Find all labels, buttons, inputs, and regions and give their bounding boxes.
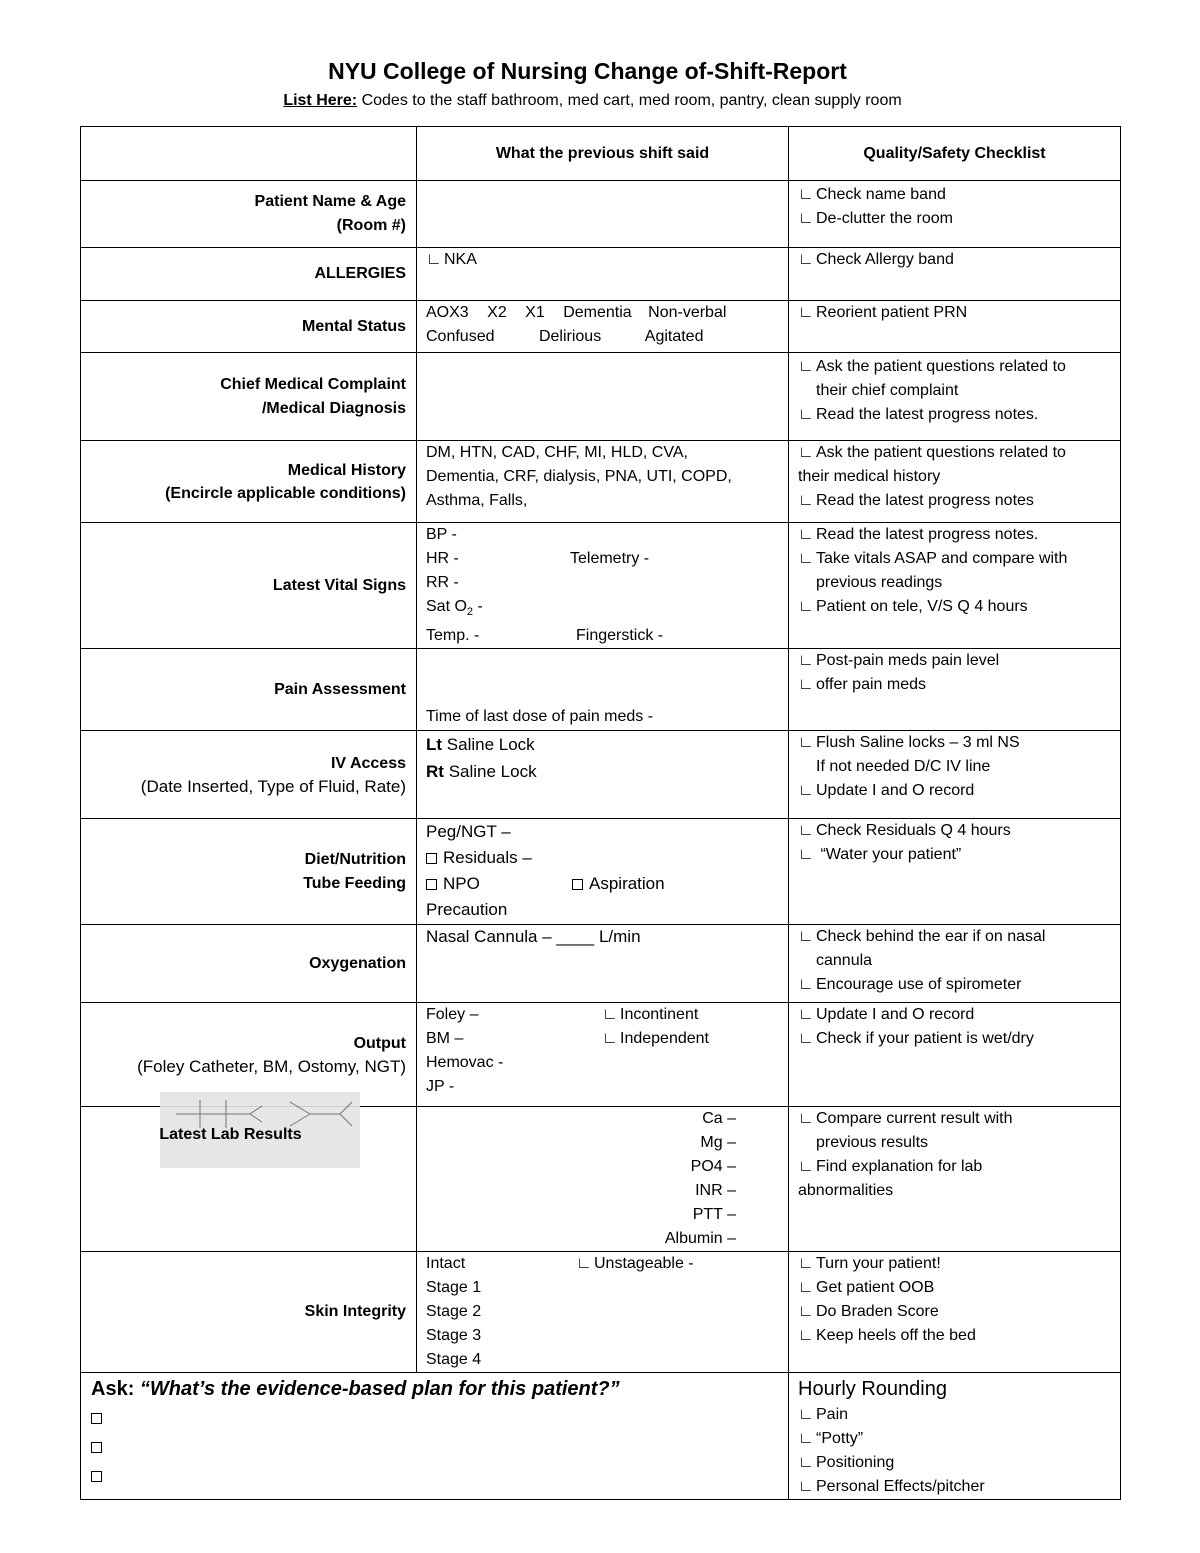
plan-question-text: “What’s the evidence-based plan for this patient?”: [139, 1378, 620, 1401]
plan-item[interactable]: [91, 1433, 788, 1462]
check-glyph-icon: ∟: [798, 782, 814, 800]
check-glyph-icon: ∟: [798, 406, 814, 423]
temp-line: [426, 624, 788, 648]
plan-item[interactable]: [91, 1462, 788, 1491]
oxygenation-label: Oxygenation: [81, 925, 417, 1003]
telemetry-field[interactable]: Telemetry -: [570, 550, 650, 567]
history-label-text: Medical History: [287, 461, 406, 479]
checklist-item[interactable]: ∟ Check if your patient is wet/dry: [798, 1027, 1120, 1051]
hourly-rounding-title: Hourly Rounding: [798, 1378, 947, 1401]
incontinent-option[interactable]: ∟ Incontinent: [602, 1006, 698, 1023]
checklist-item[interactable]: ∟ Read the latest progress notes: [798, 489, 1120, 513]
patient-label: [81, 181, 417, 248]
diet-cell[interactable]: [417, 819, 789, 925]
vital-signs-label: Latest Vital Signs: [81, 523, 417, 649]
patient-label-line1: Patient Name & Age: [254, 193, 406, 210]
check-glyph-icon: ∟: [798, 676, 814, 694]
lab-field-albumin[interactable]: Albumin –: [664, 1230, 736, 1248]
mental-option[interactable]: AOX3: [426, 304, 469, 321]
checklist-item[interactable]: ∟ Personal Effects/pitcher: [798, 1475, 1120, 1499]
checklist-item[interactable]: ∟ Read the latest progress notes.: [798, 403, 1120, 427]
checklist-item[interactable]: ∟ offer pain meds: [798, 673, 1120, 697]
checkbox-icon[interactable]: [91, 1413, 102, 1424]
page-title: NYU College of Nursing Change of-Shift-Report: [328, 58, 847, 84]
medical-history-cell[interactable]: [417, 441, 789, 523]
allergies-label: ALLERGIES: [81, 248, 417, 301]
check-glyph-icon: ∟: [798, 1454, 814, 1472]
hr-line: [426, 547, 788, 571]
checklist-item[interactable]: ∟ Get patient OOB: [798, 1276, 1120, 1300]
mental-option[interactable]: Agitated: [644, 328, 704, 345]
jp-field[interactable]: JP -: [426, 1078, 455, 1096]
plan-cell[interactable]: [81, 1373, 789, 1500]
checklist-item[interactable]: ∟ Take vitals ASAP and compare with: [798, 547, 1120, 571]
check-glyph-icon: ∟: [798, 210, 814, 227]
aspiration-option[interactable]: Aspiration: [572, 874, 665, 893]
check-glyph-icon: ∟: [798, 1430, 814, 1448]
rt-saline-lock[interactable]: Rt Saline Lock: [426, 762, 537, 782]
chief-label-line2: /Medical Diagnosis: [261, 399, 406, 417]
check-glyph-icon: ∟: [798, 1327, 814, 1345]
output-label-text: Output: [353, 1034, 406, 1052]
checklist-item[interactable]: ∟ “Potty”: [798, 1427, 1120, 1451]
check-glyph-icon: ∟: [798, 186, 814, 203]
checkbox-icon[interactable]: [572, 879, 583, 890]
checklist-item-continuation: cannula: [816, 952, 873, 970]
check-glyph-icon: ∟: [426, 251, 442, 268]
lab-results-cell[interactable]: [417, 1107, 789, 1252]
intact-option[interactable]: Intact: [426, 1255, 466, 1273]
mental-cell: [417, 301, 789, 353]
patient-checklist: [789, 181, 1121, 248]
check-glyph-icon: ∟: [798, 1279, 814, 1297]
oxygenation-row: [81, 925, 1121, 1003]
stage-option[interactable]: Stage 2: [426, 1303, 482, 1321]
mental-option[interactable]: Non-verbal: [648, 304, 727, 321]
checklist-item[interactable]: ∟ Flush Saline locks – 3 ml NS: [798, 731, 1120, 755]
check-glyph-icon: ∟: [798, 734, 814, 752]
lab-results-checklist: [789, 1107, 1121, 1252]
pain-cell[interactable]: [417, 649, 789, 731]
mental-option[interactable]: X2: [487, 304, 507, 321]
report-table: [80, 126, 1121, 1500]
mental-row: [81, 301, 1121, 353]
codes-line: [0, 92, 1185, 110]
checklist-item-continuation: their medical history: [798, 468, 941, 485]
checklist-item[interactable]: ∟ Update I and O record: [798, 779, 1120, 803]
hr-field[interactable]: HR -: [426, 550, 459, 567]
lab-field-mg[interactable]: Mg –: [700, 1134, 736, 1152]
checklist-header: Quality/Safety Checklist: [789, 127, 1121, 181]
vital-signs-cell[interactable]: [417, 523, 789, 649]
npo-line: [426, 871, 788, 897]
allergies-cell[interactable]: [417, 248, 789, 301]
check-glyph-icon: ∟: [798, 304, 814, 321]
check-glyph-icon: ∟: [798, 1303, 814, 1321]
check-glyph-icon: ∟: [798, 976, 814, 994]
check-glyph-icon: ∟: [602, 1030, 618, 1048]
history-sublabel: (Encircle applicable conditions): [165, 484, 406, 502]
plan-question: [91, 1375, 788, 1403]
last-dose-field[interactable]: Time of last dose of pain meds -: [426, 708, 654, 726]
check-glyph-icon: ∟: [798, 358, 814, 375]
plan-row: [81, 1373, 1121, 1500]
check-glyph-icon: ∟: [798, 1110, 814, 1128]
mental-option[interactable]: Delirious: [538, 328, 602, 345]
vital-signs-row: [81, 523, 1121, 649]
check-glyph-icon: ∟: [798, 251, 814, 268]
checklist-item[interactable]: ∟ Ask the patient questions related to: [798, 355, 1120, 379]
check-glyph-icon: ∟: [798, 652, 814, 670]
hemovac-field[interactable]: Hemovac -: [426, 1054, 504, 1072]
checklist-item-continuation: If not needed D/C IV line: [816, 758, 991, 776]
peg-field[interactable]: Peg/NGT –: [426, 822, 511, 842]
checklist-item[interactable]: ∟ Compare current result with: [798, 1107, 1120, 1131]
lab-field-po4[interactable]: PO4 –: [690, 1158, 736, 1176]
mental-label: Mental Status: [81, 301, 417, 353]
checklist-item[interactable]: ∟ Read the latest progress notes.: [798, 523, 1120, 547]
lab-field-inr[interactable]: INR –: [695, 1182, 736, 1200]
diet-label-line1: Diet/Nutrition: [304, 850, 406, 868]
medical-history-row: [81, 441, 1121, 523]
checklist-item[interactable]: ∟ Post-pain meds pain level: [798, 649, 1120, 673]
pain-row: [81, 649, 1121, 731]
checklist-item[interactable]: ∟ Encourage use of spirometer: [798, 973, 1120, 997]
check-glyph-icon: ∟: [798, 928, 814, 946]
checklist-item[interactable]: ∟ Reorient patient PRN: [798, 301, 1120, 325]
bm-field[interactable]: BM –: [426, 1030, 464, 1048]
stage-option[interactable]: Stage 3: [426, 1327, 482, 1345]
skin-checklist: [789, 1252, 1121, 1373]
foley-field[interactable]: Foley –: [426, 1006, 479, 1024]
mental-options-line1: [426, 301, 788, 325]
lab-results-label-text: Latest Lab Results: [159, 1126, 302, 1144]
diet-row: [81, 819, 1121, 925]
checkbox-icon[interactable]: [426, 879, 437, 890]
history-conditions-line: Dementia, CRF, dialysis, PNA, UTI, COPD,: [426, 468, 732, 485]
rr-field[interactable]: RR -: [426, 574, 459, 591]
mental-option[interactable]: Confused: [426, 328, 495, 345]
check-glyph-icon: ∟: [576, 1255, 592, 1273]
lab-results-row: [81, 1107, 1121, 1252]
lab-field-ca[interactable]: Ca –: [702, 1110, 736, 1128]
checklist-item-continuation: previous readings: [816, 574, 943, 591]
checklist-item-continuation: their chief complaint: [816, 382, 959, 399]
ask-label: Ask:: [91, 1378, 135, 1401]
check-glyph-icon: ∟: [798, 1255, 814, 1273]
checklist-item[interactable]: ∟ De-clutter the room: [798, 207, 1120, 231]
checkbox-icon[interactable]: [91, 1442, 102, 1453]
pain-checklist: [789, 649, 1121, 731]
mental-checklist: [789, 301, 1121, 353]
history-conditions-line: DM, HTN, CAD, CHF, MI, HLD, CVA,: [426, 444, 688, 461]
output-checklist: [789, 1003, 1121, 1107]
output-cell[interactable]: [417, 1003, 789, 1107]
check-glyph-icon: ∟: [602, 1006, 618, 1024]
iv-cell[interactable]: [417, 731, 789, 819]
iv-row: [81, 731, 1121, 819]
table-header-row: [81, 127, 1121, 181]
history-conditions-line: Asthma, Falls,: [426, 492, 528, 509]
checklist-item[interactable]: ∟ Check name band: [798, 183, 1120, 207]
patient-row: [81, 181, 1121, 248]
output-sublabel: (Foley Catheter, BM, Ostomy, NGT): [137, 1056, 406, 1076]
check-glyph-icon: ∟: [798, 526, 814, 543]
bm-line: [426, 1027, 788, 1051]
check-glyph-icon: ∟: [798, 1478, 814, 1496]
precaution-text: Precaution: [426, 900, 508, 920]
diet-label-line2: Tube Feeding: [303, 874, 406, 892]
checklist-item[interactable]: ∟ Pain: [798, 1403, 1120, 1427]
oxygenation-cell[interactable]: [417, 925, 789, 1003]
check-glyph-icon: ∟: [798, 1030, 814, 1048]
vital-signs-checklist: [789, 523, 1121, 649]
diet-label: [81, 819, 417, 925]
check-glyph-icon: ∟: [798, 1406, 814, 1424]
patient-label-line2: (Room #): [336, 217, 406, 234]
patient-input-cell[interactable]: [417, 181, 789, 248]
checklist-item[interactable]: ∟ Update I and O record: [798, 1003, 1120, 1027]
nka-option[interactable]: ∟ NKA: [426, 248, 788, 272]
codes-text: Codes to the staff bathroom, med cart, med room, pantry, clean supply room: [361, 92, 902, 109]
mental-option[interactable]: Dementia: [563, 304, 632, 321]
sat-field[interactable]: Sat $O_2$ -: [426, 598, 483, 619]
checklist-item-continuation: previous results: [816, 1134, 929, 1152]
checklist-item[interactable]: ∟ “Water your patient”: [798, 843, 1120, 867]
bp-field[interactable]: BP -: [426, 526, 457, 543]
iv-sublabel: (Date Inserted, Type of Fluid, Rate): [140, 776, 406, 796]
checkbox-icon[interactable]: [91, 1471, 102, 1482]
checkbox-icon[interactable]: [426, 853, 437, 864]
check-glyph-icon: ∟: [798, 550, 814, 567]
iv-label-text: IV Access: [330, 754, 406, 772]
checklist-item[interactable]: ∟ Check Residuals Q 4 hours: [798, 819, 1120, 843]
check-glyph-icon: ∟: [798, 846, 814, 864]
checklist-item[interactable]: ∟ Positioning: [798, 1451, 1120, 1475]
foley-line: [426, 1003, 788, 1027]
iv-label: [81, 731, 417, 819]
oxygenation-checklist: [789, 925, 1121, 1003]
check-glyph-icon: ∟: [798, 492, 814, 509]
skin-cell[interactable]: [417, 1252, 789, 1373]
list-here-label: List Here:: [283, 92, 358, 109]
hourly-rounding-cell: [789, 1373, 1121, 1500]
check-glyph-icon: ∟: [798, 1158, 814, 1176]
unstageable-option[interactable]: ∟ Unstageable -: [576, 1255, 694, 1272]
temp-field[interactable]: Temp. -: [426, 627, 480, 645]
skin-row: [81, 1252, 1121, 1373]
chief-complaint-label: [81, 353, 417, 441]
blank-header-cell: [81, 127, 417, 181]
lt-saline-lock[interactable]: Lt Saline Lock: [426, 735, 535, 755]
checklist-item[interactable]: ∟ Ask the patient questions related to: [798, 441, 1120, 465]
skin-label: Skin Integrity: [81, 1252, 417, 1373]
chief-complaint-cell[interactable]: [417, 353, 789, 441]
checklist-item[interactable]: ∟ Patient on tele, V/S Q 4 hours: [798, 595, 1120, 619]
lab-results-label: [81, 1107, 417, 1252]
nasal-cannula-field[interactable]: Nasal Cannula – ____ L/min: [426, 927, 641, 947]
mental-options-line2: [426, 325, 788, 349]
intact-line: [426, 1252, 788, 1276]
pain-label: Pain Assessment: [81, 649, 417, 731]
fingerstick-field[interactable]: Fingerstick -: [576, 627, 664, 645]
plan-checkboxes: [91, 1403, 788, 1491]
checklist-item[interactable]: ∟ Find explanation for lab: [798, 1155, 1120, 1179]
npo-option[interactable]: NPO: [426, 871, 572, 897]
medical-history-label: [81, 441, 417, 523]
checklist-item[interactable]: ∟ Keep heels off the bed: [798, 1324, 1120, 1348]
check-glyph-icon: ∟: [798, 444, 814, 461]
check-glyph-icon: ∟: [798, 822, 814, 840]
checklist-item-continuation: abnormalities: [798, 1182, 894, 1200]
allergies-checklist: [789, 248, 1121, 301]
check-glyph-icon: ∟: [798, 1006, 814, 1024]
checklist-item[interactable]: ∟ Turn your patient!: [798, 1252, 1120, 1276]
plan-item[interactable]: [91, 1404, 788, 1433]
checklist-item[interactable]: ∟ Do Braden Score: [798, 1300, 1120, 1324]
checklist-item[interactable]: ∟ Check behind the ear if on nasal: [798, 925, 1120, 949]
lab-field-ptt[interactable]: PTT –: [692, 1206, 736, 1224]
checklist-item[interactable]: ∟ Check Allergy band: [798, 248, 1120, 272]
check-glyph-icon: ∟: [798, 598, 814, 615]
chief-complaint-row: [81, 353, 1121, 441]
iv-checklist: [789, 731, 1121, 819]
allergies-row: [81, 248, 1121, 301]
chief-label-line1: Chief Medical Complaint: [220, 375, 406, 393]
medical-history-checklist: [789, 441, 1121, 523]
independent-option[interactable]: ∟ Independent: [602, 1030, 709, 1047]
residuals-option[interactable]: Residuals –: [426, 845, 788, 871]
diet-checklist: [789, 819, 1121, 925]
chief-complaint-checklist: [789, 353, 1121, 441]
mental-option[interactable]: X1: [525, 304, 545, 321]
stage-option[interactable]: Stage 4: [426, 1351, 482, 1369]
previous-shift-header: What the previous shift said: [417, 127, 789, 181]
stage-option[interactable]: Stage 1: [426, 1279, 482, 1297]
